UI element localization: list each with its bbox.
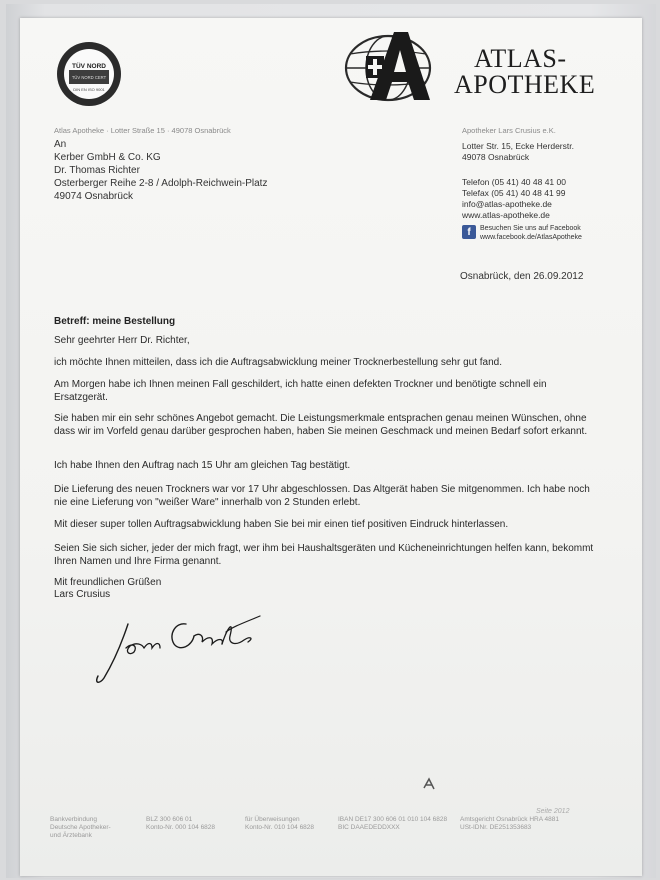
body-paragraph: Seien Sie sich sicher, jeder der mich fragt, wer ihm bei Haushaltsgeräten und Kücheneinrichtungen helfen kann, bekommt Ihren Namen und Ihre Firma genannt. bbox=[54, 543, 594, 567]
body-paragraph: ich möchte Ihnen mitteilen, dass ich die Auftragsabwicklung meiner Trocknerbestellung sehr gut fand. bbox=[54, 357, 503, 368]
footer-account: Konto-Nr. 000 104 6828 bbox=[146, 824, 216, 831]
recipient-company: Kerber GmbH & Co. KG bbox=[54, 152, 161, 163]
footer-iban bbox=[338, 816, 447, 832]
body-paragraph: Die Lieferung des neuen Trockners war vor 17 Uhr abgeschlossen. Das Altgerät haben Sie mitgenommen. Ich habe noch nie eine Lieferung von "weißer Ware" innerhalb von 2 Stunden erlebt. bbox=[54, 484, 590, 508]
brand-name-line-1: ATLAS- bbox=[474, 44, 567, 73]
contact-fax: Telefax (05 41) 40 48 41 99 bbox=[462, 188, 566, 198]
letter-subject: Betreff: meine Bestellung bbox=[54, 316, 176, 327]
footer-transfer-account: Konto-Nr. 010 104 6828 bbox=[245, 824, 315, 831]
tuv-logo-text-1: TÜV NORD bbox=[72, 63, 106, 70]
facebook-url: www.facebook.de/AtlasApotheke bbox=[480, 234, 582, 241]
footer-bic: BIC DAAEDEDDXXX bbox=[338, 824, 400, 831]
footer-blz bbox=[146, 816, 215, 832]
sender-return-address: Atlas Apotheke · Lotter Straße 15 · 49078 Osnabrück bbox=[54, 126, 231, 135]
footer-court: Amtsgericht Osnabrück HRA 4881 bbox=[460, 816, 559, 823]
body-paragraph: Mit dieser super tollen Auftragsabwicklung haben Sie bei mir einen tief positiven Eindruck hinterlassen. bbox=[54, 519, 509, 530]
footer-bank-label: Bankverbindung bbox=[50, 816, 97, 823]
pharmacy-owner: Apotheker Lars Crusius e.K. bbox=[462, 126, 556, 135]
footer-vat-id: USt-IDNr. DE251353683 bbox=[460, 824, 532, 831]
footer-blz-number: BLZ 300 606 01 bbox=[146, 816, 193, 823]
tuv-certification-logo bbox=[55, 40, 123, 108]
tuv-logo-text-2: TÜV NORD CERT bbox=[71, 75, 107, 80]
recipient-street: Osterberger Reihe 2-8 / Adolph-Reichwein-Platz bbox=[54, 178, 268, 189]
facebook-info bbox=[480, 224, 582, 242]
ink-mark bbox=[421, 776, 437, 792]
atlas-apotheke-globe-logo bbox=[344, 28, 438, 104]
brand-name-line-2: APOTHEKE bbox=[454, 70, 596, 99]
pharmacy-contact-block bbox=[462, 141, 574, 221]
footer-transfer bbox=[245, 816, 314, 832]
footer-bank-name-2: und Ärztebank bbox=[50, 832, 92, 839]
footer-bank bbox=[50, 816, 111, 840]
handwritten-signature bbox=[94, 596, 264, 688]
signer-name: Lars Crusius bbox=[54, 589, 111, 600]
recipient-city: 49074 Osnabrück bbox=[54, 191, 133, 202]
recipient-person: Dr. Thomas Richter bbox=[54, 165, 140, 176]
facebook-icon: f bbox=[462, 225, 476, 239]
footer-iban-number: IBAN DE17 300 606 01 010 104 6828 bbox=[338, 816, 448, 823]
footer-register bbox=[460, 816, 559, 832]
salutation: Sehr geehrter Herr Dr. Richter, bbox=[54, 335, 190, 346]
tuv-logo-text-3: DIN EN ISO 9001 bbox=[73, 87, 105, 92]
contact-website: www.atlas-apotheke.de bbox=[462, 210, 550, 220]
faint-page-note: Seite 2012 bbox=[536, 808, 570, 815]
recipient-line: An bbox=[54, 139, 67, 150]
footer-bank-name-1: Deutsche Apotheker- bbox=[50, 824, 111, 831]
body-paragraph: Am Morgen habe ich Ihnen meinen Fall geschildert, ich hatte einen defekten Trockner und benötigte schnell ein Ersatzgerät. bbox=[54, 379, 547, 403]
contact-city: 49078 Osnabrück bbox=[462, 152, 530, 162]
body-paragraph: Sie haben mir ein sehr schönes Angebot gemacht. Die Leistungsmerkmale entsprachen genau meinen Wünschen, ohne dass wir im Vorfeld genau darüber gesprochen haben, haben Sie meinen Geschmack und meinen Bedarf sofort erkannt. bbox=[54, 413, 588, 437]
contact-street: Lotter Str. 15, Ecke Herderstr. bbox=[462, 141, 574, 151]
body-paragraph: Ich habe Ihnen den Auftrag nach 15 Uhr am gleichen Tag bestätigt. bbox=[54, 460, 351, 471]
contact-email: info@atlas-apotheke.de bbox=[462, 199, 552, 209]
contact-phone: Telefon (05 41) 40 48 41 00 bbox=[462, 177, 566, 187]
letter-date: Osnabrück, den 26.09.2012 bbox=[460, 271, 584, 282]
recipient-address-block bbox=[54, 138, 267, 203]
footer-transfer-label: für Überweisungen bbox=[245, 816, 300, 823]
closing-phrase: Mit freundlichen Grüßen bbox=[54, 577, 162, 588]
facebook-invite: Besuchen Sie uns auf Facebook bbox=[480, 225, 581, 232]
